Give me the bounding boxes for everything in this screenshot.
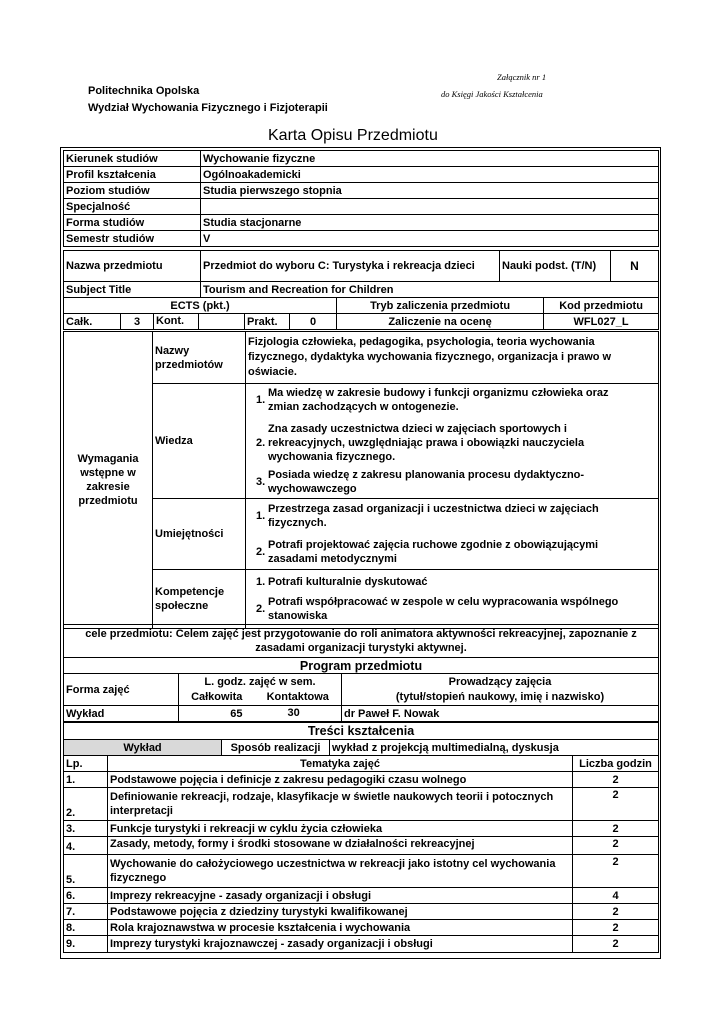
teacher-label: Prowadzący zajęcia bbox=[342, 674, 659, 690]
basic-science-label: Nauki podst. (T/N) bbox=[500, 251, 611, 282]
info-label: Specjalność bbox=[64, 199, 201, 215]
row-topic: Wychowanie do całożyciowego uczestnictwa w rekreacji jako istotny cel wychowania fizycznego bbox=[108, 855, 573, 888]
row-lp: 8. bbox=[64, 920, 108, 936]
method-label: Sposób realizacji bbox=[222, 740, 330, 756]
subject-table bbox=[63, 250, 659, 282]
skill-item bbox=[256, 502, 656, 530]
row-topic: Podstawowe pojęcia z dziedziny turystyki kwalifikowanej bbox=[108, 904, 573, 920]
program-form: Wykład bbox=[64, 706, 179, 722]
skill-item bbox=[256, 538, 656, 566]
program-teacher: dr Paweł F. Nowak bbox=[342, 706, 659, 722]
program-contact-cell bbox=[255, 706, 342, 722]
requirements-table bbox=[63, 331, 659, 629]
info-value: Studia stacjonarne bbox=[201, 215, 659, 231]
item-number: 2. bbox=[256, 437, 266, 449]
content-form: Wykład bbox=[64, 740, 222, 756]
row-topic: Podstawowe pojęcia i definicje z zakresu pedagogiki czasu wolnego bbox=[108, 772, 573, 788]
program-table bbox=[63, 657, 659, 722]
knowledge-item bbox=[256, 468, 656, 496]
skills-list bbox=[246, 499, 659, 570]
content-title: Treści kształcenia bbox=[64, 723, 659, 740]
info-value bbox=[201, 199, 659, 215]
mode-header: Tryb zaliczenia przedmiotu bbox=[337, 298, 544, 314]
row-hours: 2 bbox=[573, 936, 659, 953]
item-number: 2. bbox=[256, 603, 266, 616]
row-topic: Funkcje turystyki i rekreacji w cyklu życia człowieka bbox=[108, 821, 573, 837]
page-title: Karta Opisu Przedmiotu bbox=[268, 127, 438, 144]
row-lp: 1. bbox=[64, 772, 108, 788]
subject-name-label: Nazwa przedmiotu bbox=[64, 251, 201, 282]
university-name: Politechnika Opolska bbox=[88, 85, 200, 97]
row-hours: 2 bbox=[573, 904, 659, 920]
item-text: Potrafi projektować zajęcia ruchowe zgodnie z obowiązującymi zasadami metodycznymi bbox=[268, 539, 599, 565]
form-label: Forma zajęć bbox=[64, 674, 179, 706]
item-number: 2. bbox=[256, 546, 266, 558]
ects-table bbox=[63, 297, 659, 330]
ects-total-value: 3 bbox=[121, 314, 154, 330]
content-table bbox=[63, 722, 659, 953]
teacher-sub-label: (tytuł/stopień naukowy, imię i nazwisko) bbox=[342, 690, 659, 706]
row-hours: 2 bbox=[573, 837, 659, 855]
mode-value: Zaliczenie na ocenę bbox=[337, 314, 544, 330]
item-text: Zna zasady uczestnictwa dzieci w zajęciach sportowych i rekreacyjnych, uwzględniając prawa i obowiązki nauczyciela wychowania fizycznego. bbox=[268, 423, 585, 463]
total-hours-label: Całkowita bbox=[179, 690, 255, 706]
skills-label: Umiejętności bbox=[153, 499, 246, 570]
item-text: Potrafi kulturalnie dyskutować bbox=[268, 576, 428, 589]
info-table bbox=[63, 150, 659, 247]
row-topic: Zasady, metody, formy i środki stosowane w działalności rekreacyjnej bbox=[108, 837, 573, 855]
info-label: Forma studiów bbox=[64, 215, 201, 231]
info-label: Kierunek studiów bbox=[64, 151, 201, 167]
item-number: 1. bbox=[256, 510, 266, 522]
code-header: Kod przedmiotu bbox=[544, 298, 659, 314]
knowledge-item bbox=[256, 422, 656, 464]
info-value: Ogólnoakademicki bbox=[201, 167, 659, 183]
ects-prakt-value: 0 bbox=[290, 314, 337, 330]
row-topic: Imprezy rekreacyjne - zasady organizacji i obsługi bbox=[108, 888, 573, 904]
item-number: 1. bbox=[256, 394, 266, 406]
row-hours: 4 bbox=[573, 888, 659, 904]
info-value: Studia pierwszego stopnia bbox=[201, 183, 659, 199]
ects-kont-label: Kont. bbox=[156, 315, 185, 327]
item-number: 3. bbox=[256, 476, 266, 488]
ects-prakt-label: Prakt. bbox=[245, 314, 290, 330]
info-label: Poziom studiów bbox=[64, 183, 201, 199]
subject-title-label: Subject Title bbox=[64, 282, 201, 298]
row-lp: 2. bbox=[64, 788, 108, 821]
item-number: 1. bbox=[256, 576, 266, 589]
program-title: Program przedmiotu bbox=[64, 658, 659, 674]
ects-total-label: Całk. bbox=[64, 314, 121, 330]
knowledge-item bbox=[256, 386, 656, 414]
info-label: Profil kształcenia bbox=[64, 167, 201, 183]
row-lp: 5. bbox=[64, 855, 108, 888]
lp-label: Lp. bbox=[64, 756, 108, 772]
code-value: WFL027_L bbox=[544, 314, 659, 330]
row-topic: Rola krajoznawstwa w procesie kształcenia i wychowania bbox=[108, 920, 573, 936]
row-lp: 4. bbox=[64, 837, 108, 855]
row-hours: 2 bbox=[573, 821, 659, 837]
program-contact-hours: 30 bbox=[287, 707, 300, 719]
program-total-hours: 65 bbox=[179, 706, 255, 722]
subject-name-value: Przedmiot do wyboru C: Turystyka i rekreacja dzieci bbox=[201, 251, 500, 282]
prior-subjects-value: Fizjologia człowieka, pedagogika, psychologia, teoria wychowania fizycznego, dydaktyka wychowania fizycznego, organizacja i prawo w oświacie. bbox=[246, 332, 659, 384]
requirements-label: Wymagania wstępne w zakresie przedmiotu bbox=[64, 332, 153, 629]
row-lp: 6. bbox=[64, 888, 108, 904]
course-goals: cele przedmiotu: Celem zajęć jest przygotowanie do roli animatora aktywności rekreacyjnej, zapoznanie z zasadami organizacji turystyki aktywnej. bbox=[64, 625, 659, 658]
subject-title-value: Tourism and Recreation for Children bbox=[201, 282, 659, 298]
info-value: Wychowanie fizyczne bbox=[201, 151, 659, 167]
social-list bbox=[246, 570, 659, 629]
row-hours: 2 bbox=[573, 855, 659, 888]
subject-title-table bbox=[63, 281, 659, 298]
social-label: Kompetencje społeczne bbox=[153, 570, 246, 629]
faculty-name: Wydział Wychowania Fizycznego i Fizjoterapii bbox=[88, 102, 328, 114]
topic-label: Tematyka zajęć bbox=[108, 756, 573, 772]
social-item bbox=[256, 575, 656, 589]
row-topic: Imprezy turystyki krajoznawczej - zasady organizacji i obsługi bbox=[108, 936, 573, 953]
item-text: Posiada wiedzę z zakresu planowania procesu dydaktyczno-wychowawczego bbox=[268, 469, 585, 495]
goals-table bbox=[63, 624, 659, 658]
hours-label: L. godz. zajęć w sem. bbox=[179, 674, 342, 690]
social-item bbox=[256, 595, 656, 623]
attachment-number: Załącznik nr 1 bbox=[497, 72, 547, 82]
row-topic: Definiowanie rekreacji, rodzaje, klasyfikacje w świetle naukowych teorii i potocznych interpretacji bbox=[108, 788, 573, 821]
ects-header: ECTS (pkt.) bbox=[64, 298, 337, 314]
row-hours: 2 bbox=[573, 788, 659, 821]
attachment-reference: do Księgi Jakości Kształcenia bbox=[441, 89, 543, 99]
hours-count-label: Liczba godzin bbox=[573, 756, 659, 772]
row-lp: 7. bbox=[64, 904, 108, 920]
row-lp: 9. bbox=[64, 936, 108, 953]
knowledge-list bbox=[246, 384, 659, 499]
item-text: Potrafi współpracować w zespole w celu wypracowania wspólnego stanowiska bbox=[268, 596, 619, 623]
method-value: wykład z projekcją multimedialną, dyskusja bbox=[330, 740, 659, 756]
item-text: Ma wiedzę w zakresie budowy i funkcji organizmu człowieka oraz zmian zachodzących w ontogenezie. bbox=[268, 387, 609, 413]
row-hours: 2 bbox=[573, 772, 659, 788]
info-value: V bbox=[201, 231, 659, 247]
prior-subjects-label: Nazwy przedmiotów bbox=[153, 332, 246, 384]
ects-kont-cell bbox=[154, 314, 245, 330]
contact-hours-label: Kontaktowa bbox=[255, 690, 342, 706]
row-hours: 2 bbox=[573, 920, 659, 936]
info-label: Semestr studiów bbox=[64, 231, 201, 247]
divider bbox=[198, 314, 199, 330]
row-lp: 3. bbox=[64, 821, 108, 837]
item-text: Przestrzega zasad organizacji i uczestnictwa dzieci w zajęciach fizycznych. bbox=[268, 503, 599, 529]
basic-science-value: N bbox=[611, 251, 659, 282]
knowledge-label: Wiedza bbox=[153, 384, 246, 499]
